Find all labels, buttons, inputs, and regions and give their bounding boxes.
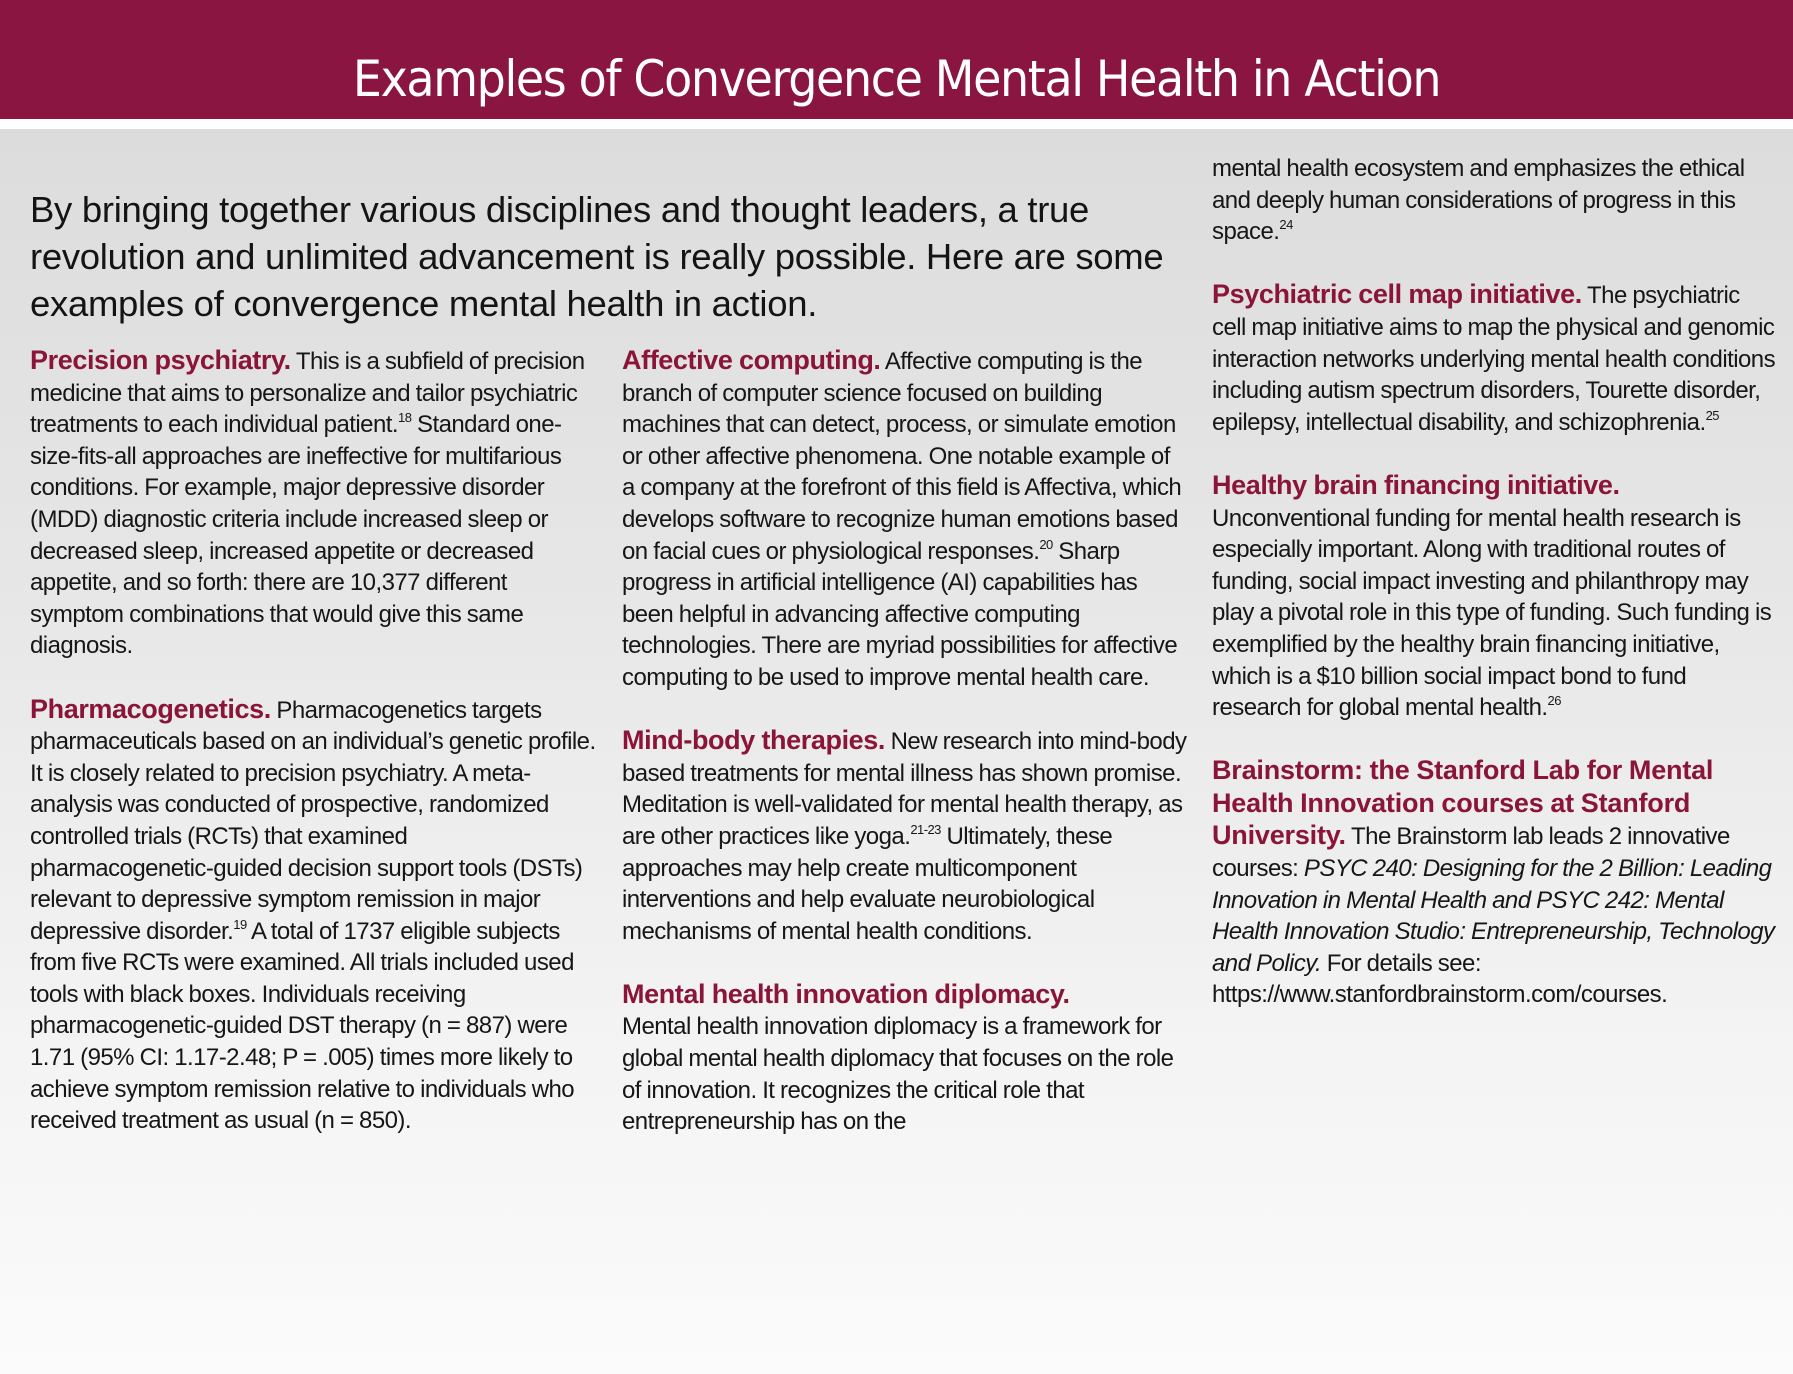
section-text: Mental health innovation diplomacy is a framework for global mental health diplomacy that focuses on the role of innovation. It recognizes the critical role that entrepreneurship has on the bbox=[622, 1013, 1174, 1136]
section-heading: Brainstorm: the Stanford Lab for Mental Health Innovation courses at Stanford University. bbox=[1212, 755, 1714, 851]
section-body bbox=[1212, 755, 1778, 1011]
column-2 bbox=[622, 345, 1188, 1169]
section-body bbox=[622, 345, 1188, 694]
section-body bbox=[1212, 153, 1778, 248]
section-text: The psychiatric cell map initiative aims to map the physical and genomic interaction networks underlying mental health conditions including autism spectrum disorders, Tourette disorder, epilepsy, intellectual disability, and schizophrenia. bbox=[1212, 282, 1776, 436]
section-text: Sharp progress in artificial intelligence (AI) capabilities has been helpful in advancing affective computing technologies. There are myriad possibilities for affective computing to be used to improve mental health care. bbox=[622, 537, 1178, 691]
courses-url-link[interactable]: https://www.stanfordbrainstorm.com/courses. bbox=[1212, 981, 1668, 1009]
reference-superscript: 21-23 bbox=[910, 821, 941, 837]
content-area bbox=[0, 129, 1793, 1374]
section-pharmacogenetics bbox=[30, 694, 596, 1137]
section-cell-map-initiative bbox=[1212, 279, 1778, 438]
section-heading: Healthy brain financing initiative. bbox=[1212, 469, 1620, 500]
section-text: Standard one-size-fits-all approaches are ineffective for multifarious conditions. For example, major depressive disorder (MDD) diagnostic criteria include increased sleep or decreased sleep, increased appetite or decreased appetite, and so forth: there are 10,377 different symptom combinations that would give this same diagnosis. bbox=[30, 411, 562, 660]
section-body bbox=[30, 694, 596, 1137]
reference-superscript: 19 bbox=[233, 916, 247, 932]
page-title: Examples of Convergence Mental Health in Action bbox=[352, 50, 1441, 108]
column-3 bbox=[1212, 153, 1778, 1043]
column-1 bbox=[30, 345, 596, 1168]
reference-superscript: 20 bbox=[1039, 536, 1053, 552]
section-brainstorm-lab bbox=[1212, 755, 1778, 1011]
section-body bbox=[622, 979, 1188, 1138]
section-text: mental health ecosystem and emphasizes the ethical and deeply human considerations of progress in this space. bbox=[1212, 155, 1745, 246]
section-heading: Precision psychiatry. bbox=[30, 345, 291, 375]
section-heading: Affective computing. bbox=[622, 345, 881, 375]
section-body bbox=[622, 725, 1188, 947]
course-title-psyc240: PSYC 240: Designing for the 2 Billion: Leading Innovation in Mental Health bbox=[1212, 855, 1772, 914]
reference-superscript: 18 bbox=[398, 410, 412, 426]
section-body bbox=[1212, 279, 1778, 438]
course-title-psyc242: PSYC 242: Mental Health Innovation Studio: Entrepreneurship, Technology and Policy. bbox=[1212, 886, 1775, 977]
section-text: For details see: bbox=[1321, 949, 1481, 977]
section-heading: Mental health innovation diplomacy. bbox=[622, 978, 1070, 1009]
section-heading: Pharmacogenetics. bbox=[30, 693, 271, 724]
section-innovation-diplomacy-continued bbox=[1212, 153, 1778, 248]
section-body bbox=[30, 345, 596, 662]
section-text: Unconventional funding for mental health research is especially important. Along with traditional routes of funding, social impact investing and philanthropy may play a pivotal role in this type of funding. Such funding is exemplified by the healthy brain financing initiative, which is a $10 billion social impact bond to fund research for global mental health. bbox=[1212, 504, 1772, 722]
section-text: Ultimately, these approaches may help create multicomponent interventions and help evaluate neurobiological mechanisms of mental health conditions. bbox=[622, 822, 1113, 945]
section-body bbox=[1212, 470, 1778, 724]
section-heading: Mind-body therapies. bbox=[622, 725, 886, 756]
reference-superscript: 26 bbox=[1547, 693, 1561, 709]
section-precision-psychiatry bbox=[30, 345, 596, 662]
reference-superscript: 25 bbox=[1705, 407, 1719, 423]
section-text: Pharmacogenetics targets pharmaceuticals based on an individual’s genetic profile. It is closely related to precision psychiatry. A meta-analysis was conducted of prospective, randomized controlled trials (RCTs) that examined pharmacogenetic-guided decision support tools (DSTs) relevant to depressive symptom remission in major depressive disorder. bbox=[30, 696, 596, 945]
section-mind-body-therapies bbox=[622, 725, 1188, 947]
section-innovation-diplomacy bbox=[622, 979, 1188, 1138]
section-text: This is a subfield of precision medicine that aims to personalize and tailor psychiatric treatments to each individual patient. bbox=[30, 348, 585, 439]
section-affective-computing bbox=[622, 345, 1188, 694]
course-conjunction: and bbox=[1486, 886, 1537, 914]
header-band bbox=[0, 0, 1793, 119]
intro-paragraph: By bringing together various disciplines and thought leaders, a true revolution and unlimited advancement is really possible. Here are some examples of convergence mental health in action. bbox=[30, 188, 1164, 324]
reference-superscript: 24 bbox=[1279, 217, 1293, 233]
section-text: A total of 1737 eligible subjects from five RCTs were examined. All trials included used tools with black boxes. Individuals receiving pharmacogenetic-guided DST therapy (n = 887) were 1.71 (95% CI: 1.17-2.48; P = .005) times more likely to achieve symptom remission relative to individuals who received treatment as usual (n = 850). bbox=[30, 917, 575, 1135]
section-text: Affective computing is the branch of computer science focused on building machines that can detect, process, or simulate emotion or other affective phenomena. One notable example of a company at the forefront of this field is Affectiva, which develops software to recognize human emotions based on facial cues or physiological responses. bbox=[622, 348, 1182, 565]
section-heading: Psychiatric cell map initiative. bbox=[1212, 279, 1582, 310]
section-text: The Brainstorm lab leads 2 innovative courses: bbox=[1212, 823, 1730, 883]
section-brain-financing-initiative bbox=[1212, 470, 1778, 724]
section-text: New research into mind-body based treatments for mental illness has shown promise. Meditation is well-validated for mental health therapy, as are other practices like yoga. bbox=[622, 728, 1187, 850]
